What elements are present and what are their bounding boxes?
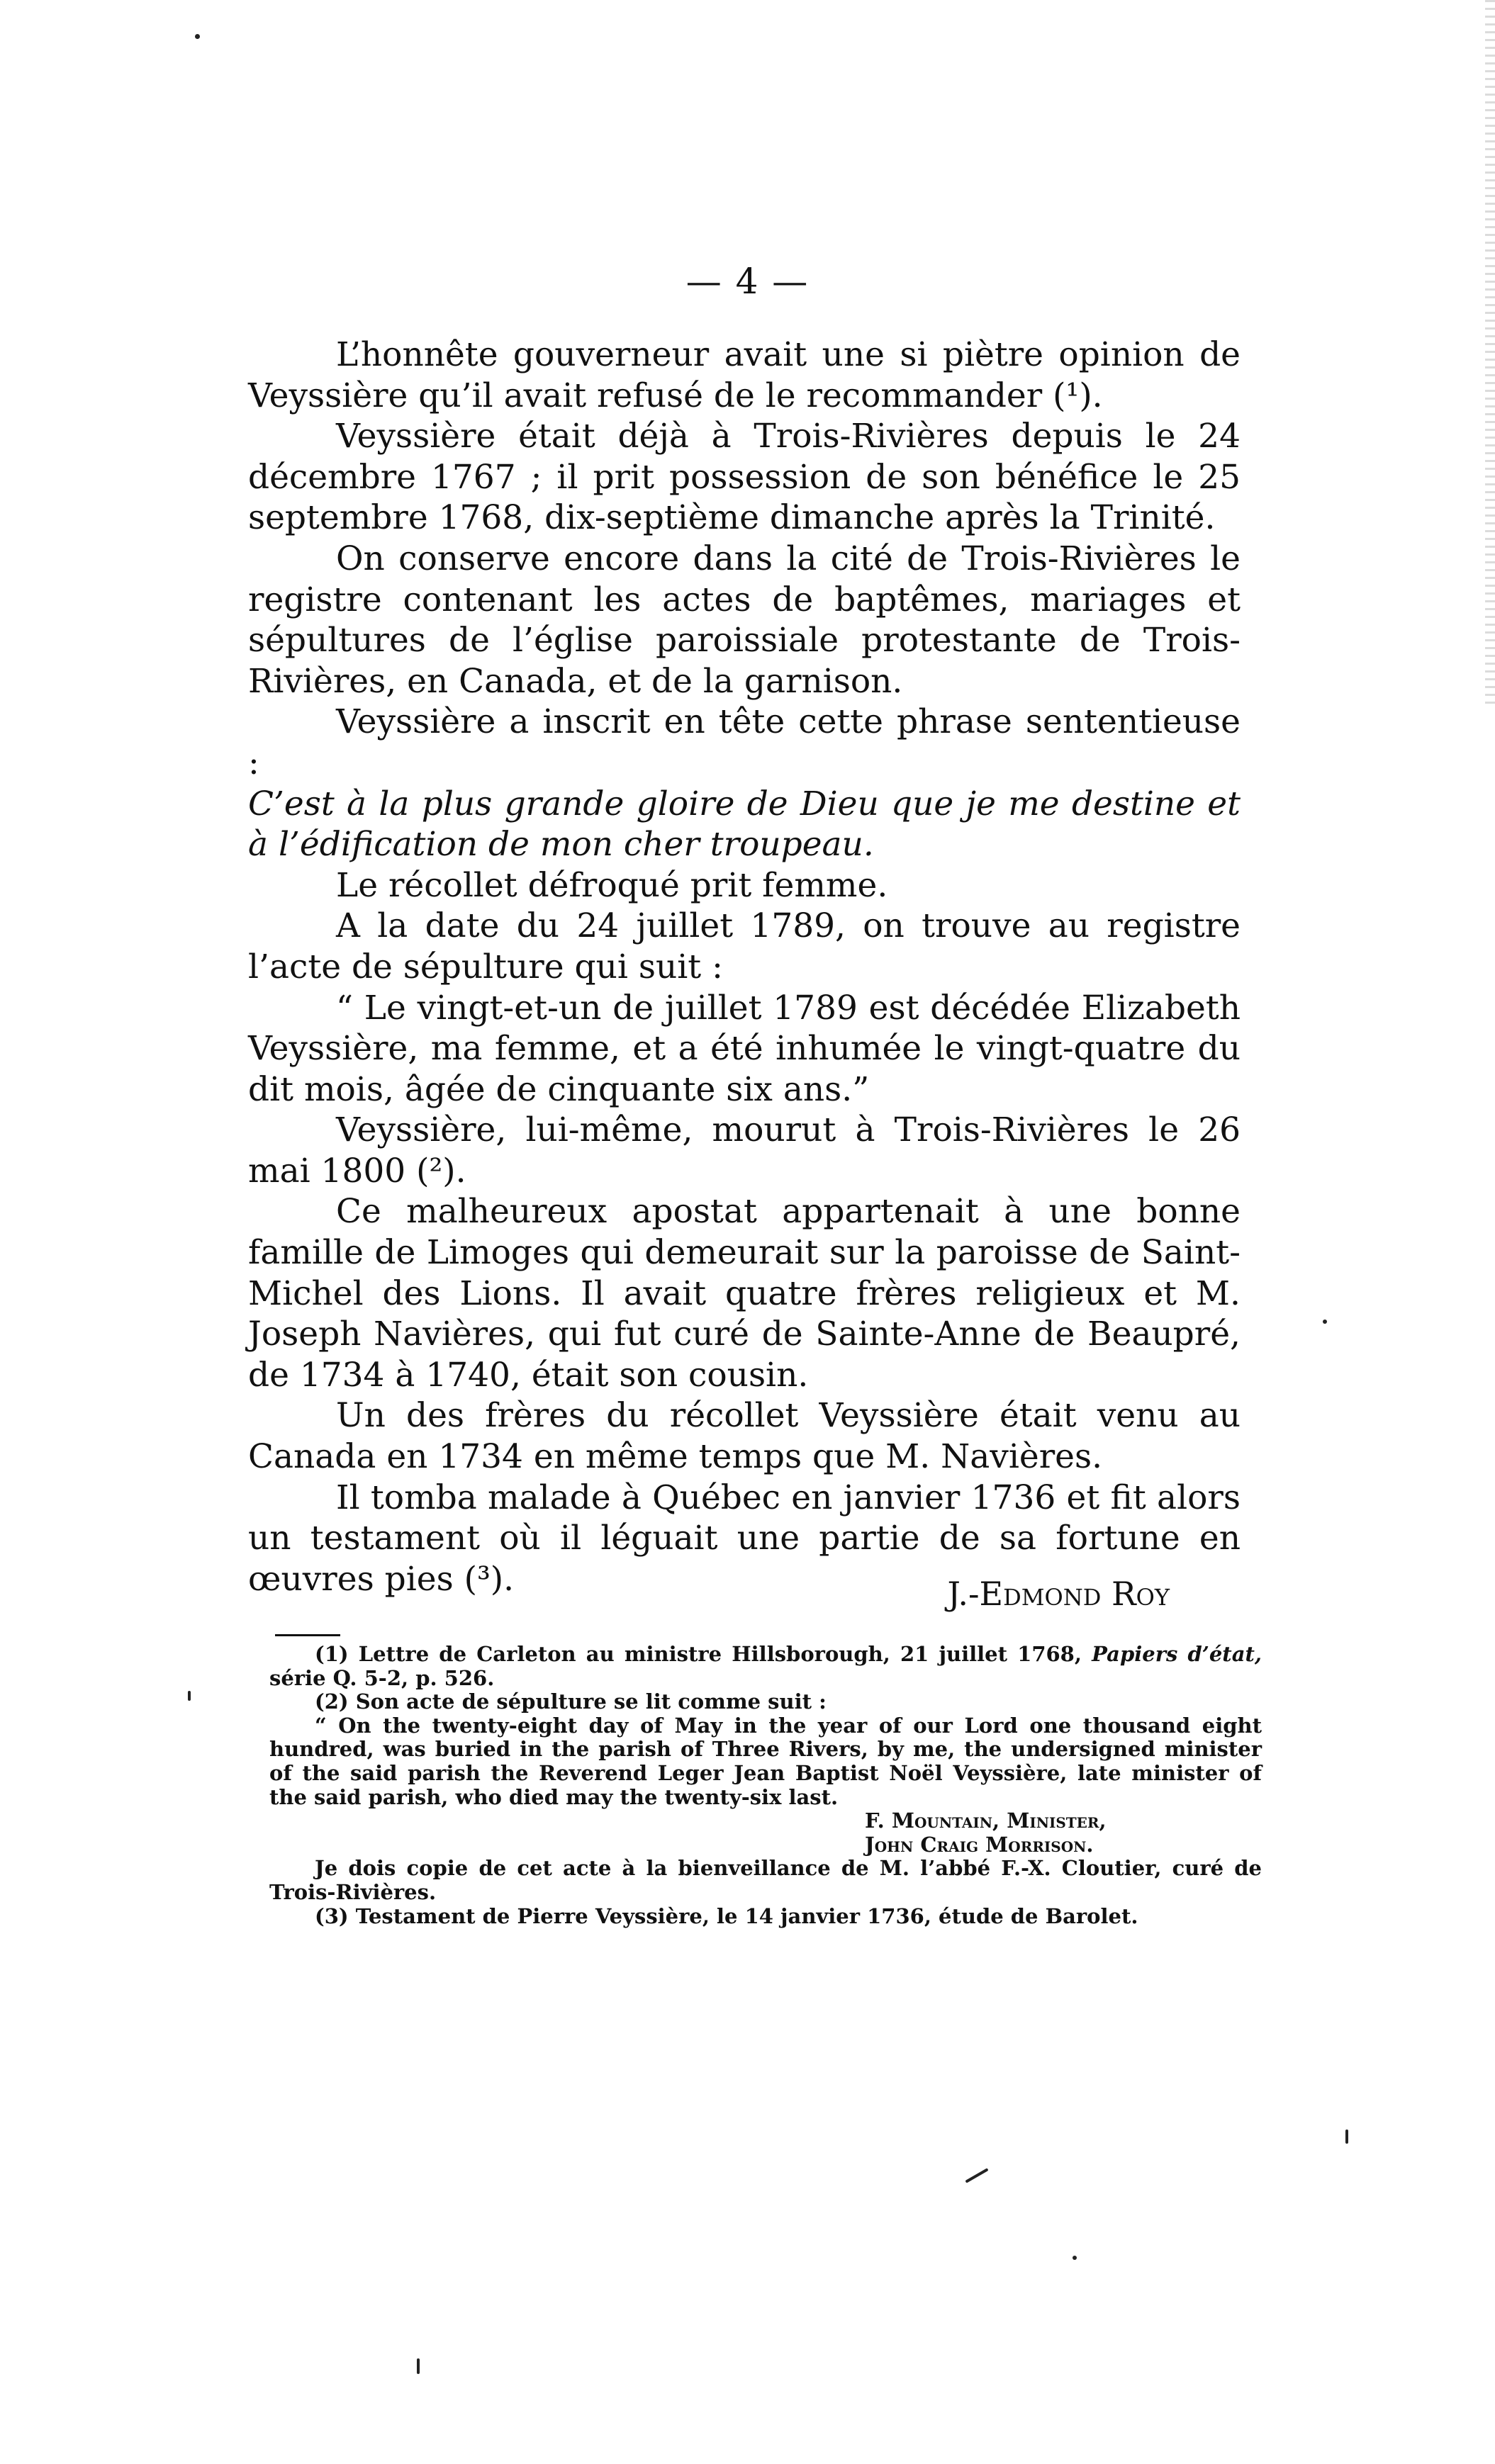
scan-speck <box>195 34 200 39</box>
paragraph: A la date du 24 juillet 1789, on trouve au registre l’acte de sépulture qui suit : <box>248 906 1241 986</box>
scan-edge-artifact <box>1485 0 1495 709</box>
scan-speck <box>188 1691 191 1701</box>
italic-quote <box>248 784 1241 865</box>
paragraph: On conserve encore dans la cité de Trois-Rivières le registre contenant les actes de baptêmes, mariages et sépultures de l’église paroissiale protestante de Trois-Rivières, en Canada, et de la garnison. <box>248 539 1241 701</box>
footnote-1-text: (1) Lettre de Carleton au ministre Hillsborough, 21 juillet 1768, <box>315 1642 1082 1666</box>
scan-speck <box>1345 2130 1348 2144</box>
scan-speck <box>417 2358 420 2374</box>
paragraph: “ Le vingt-et-un de juillet 1789 est décédée Elizabeth Veyssière, ma femme, et a été inhumée le vingt-quatre du dit mois, âgée de cinquante six ans.” <box>248 988 1241 1109</box>
footnote-divider <box>275 1634 340 1636</box>
scan-speck <box>1323 1320 1327 1324</box>
author-signature: J.-Edmond Roy <box>947 1575 1170 1613</box>
footnote-2-intro: (2) Son acte de sépulture se lit comme suit : <box>315 1689 827 1714</box>
page-number: — 4 — <box>685 261 810 302</box>
paragraph: Veyssière, lui-même, mourut à Trois-Rivières le 26 mai 1800 (²). <box>248 1110 1241 1191</box>
paragraph: Veyssière était déjà à Trois-Rivières depuis le 24 décembre 1767 ; il prit possession de son bénéfice le 25 septembre 1768, dix-septième dimanche après la Trinité. <box>248 417 1241 538</box>
footnotes <box>269 1643 1262 1928</box>
footnote-2-signature-1: F. Mountain, Minister, <box>865 1808 1107 1833</box>
paragraph: L’honnête gouverneur avait une si piètre opinion de Veyssière qu’il avait refusé de le recommander (¹). <box>248 335 1241 415</box>
footnote-2-quote: “ On the twenty-eight day of May in the year of our Lord one thousand eight hundred, was buried in the parish of Three Rivers, by me, the undersigned minister of the said parish the Reverend Leger Jean Baptist Noël Veyssière, late minister of the said parish, who died may the twenty-six last. <box>269 1713 1262 1809</box>
paragraph: Un des frères du récollet Veyssière était venu au Canada en 1734 en même temps que M. Navières. <box>248 1396 1241 1477</box>
footnote-3: (3) Testament de Pierre Veyssière, le 14 janvier 1736, étude de Barolet. <box>315 1903 1138 1928</box>
footnote-1-text-2: série Q. 5-2, p. 526. <box>269 1665 495 1690</box>
paragraph: Veyssière a inscrit en tête cette phrase sententieuse : <box>248 702 1241 782</box>
scan-speck <box>965 2168 988 2183</box>
footnote-1 <box>269 1643 1262 1690</box>
scan-speck <box>1073 2256 1077 2260</box>
paragraph: Le récollet défroqué prit femme. <box>336 865 888 905</box>
footnote-2-signature-2: John Craig Morrison. <box>865 1832 1094 1857</box>
footnote-2-note: Je dois copie de cet acte à la bienveillance de M. l’abbé F.-X. Cloutier, curé de Trois-Rivières. <box>269 1856 1262 1904</box>
article-body <box>248 334 1241 1599</box>
paragraph: Il tomba malade à Québec en janvier 1736 et fit alors un testament où il léguait une partie de sa fortune en œuvres pies (³). <box>248 1478 1241 1599</box>
footnote-1-italic: Papiers d’état, <box>1092 1642 1262 1666</box>
italic-quote-text: C’est à la plus grande gloire de Dieu que je me destine et à l’édification de mon cher troupeau. <box>248 784 1241 865</box>
paragraph: Ce malheureux apostat appartenait à une bonne famille de Limoges qui demeurait sur la paroisse de Saint-Michel des Lions. Il avait quatre frères religieux et M. Joseph Navières, qui fut curé de Sainte-Anne de Beaupré, de 1734 à 1740, était son cousin. <box>248 1192 1241 1395</box>
